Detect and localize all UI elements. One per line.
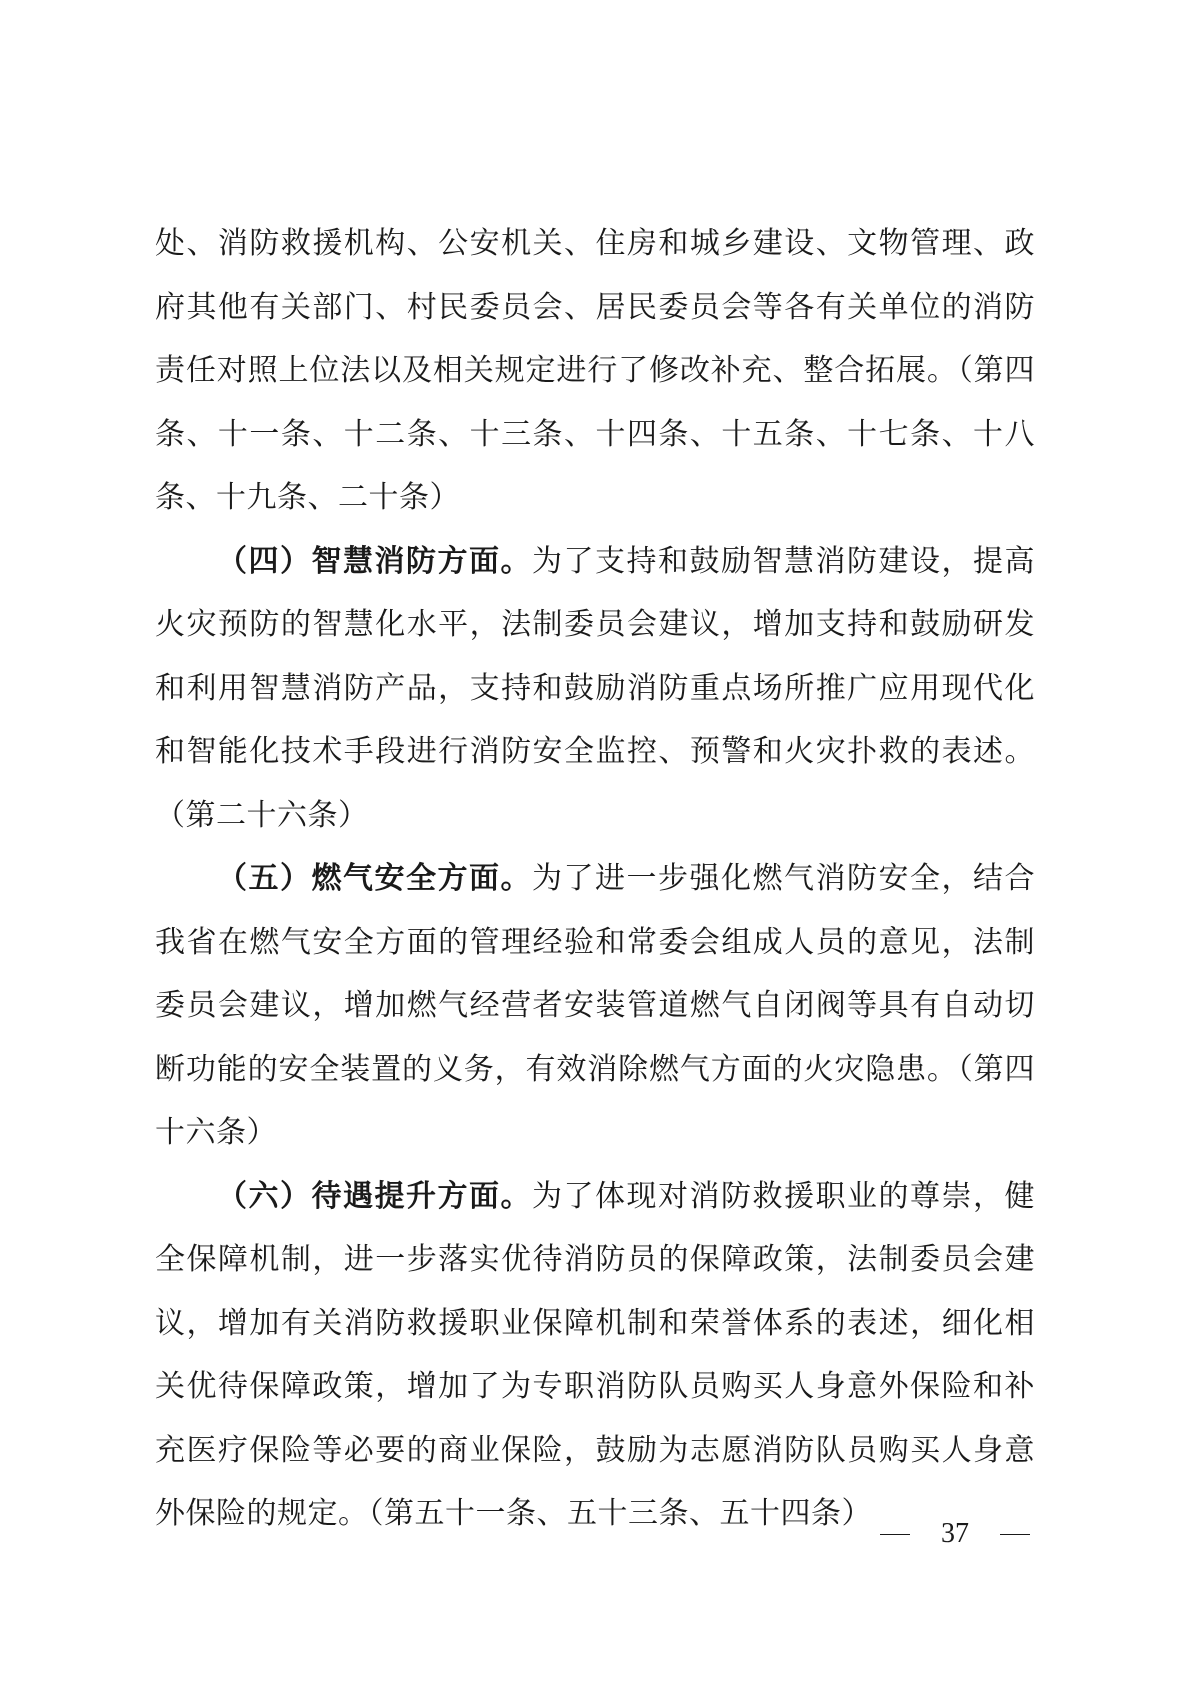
paragraph-gas-safety: [155, 847, 1035, 1165]
page-number: 37: [941, 1518, 969, 1549]
paragraph-smart-fire-protection: [155, 530, 1035, 848]
paragraph-text: 为了体现对消防救援职业的尊崇，健全保障机制，进一步落实优待消防员的保障政策，法制委员会建议，增加有关消防救援职业保障机制和荣誉体系的表述，细化相关优待保障政策，增加了为专职消防队员购买人身意外保险和补充医疗保险等必要的商业保险，鼓励为志愿消防队员购买人身意外保险的规定。（第五十一条、五十三条、五十四条）: [155, 1178, 1035, 1531]
page-footer: [880, 1518, 1030, 1550]
paragraph-benefits-improvement: [155, 1165, 1035, 1546]
paragraph-text: 为了进一步强化燃气消防安全，结合我省在燃气安全方面的管理经验和常委会组成人员的意见，法制委员会建议，增加燃气经营者安装管道燃气自闭阀等具有自动切断功能的安全装置的义务，有效消除燃气方面的火灾隐患。（第四十六条）: [155, 861, 1035, 1150]
paragraph-text: 为了支持和鼓励智慧消防建设，提高火灾预防的智慧化水平，法制委员会建议，增加支持和鼓励研发和利用智慧消防产品，支持和鼓励消防重点场所推广应用现代化和智能化技术手段进行消防安全监控、预警和火灾扑救的表述。（第二十六条）: [155, 543, 1035, 833]
dash-left: [880, 1534, 910, 1535]
section-heading: （五）燃气安全方面。: [217, 861, 532, 896]
section-heading: （四）智慧消防方面。: [217, 543, 532, 579]
section-heading: （六）待遇提升方面。: [217, 1178, 532, 1214]
dash-right: [1000, 1534, 1030, 1535]
paragraph-text: 处、消防救援机构、公安机关、住房和城乡建设、文物管理、政府其他有关部门、村民委员会、居民委员会等各有关单位的消防责任对照上位法以及相关规定进行了修改补充、整合拓展。（第四条、十一条、十二条、十三条、十四条、十五条、十七条、十八条、十九条、二十条）: [155, 226, 1035, 515]
paragraph-continuation: [155, 212, 1035, 530]
document-body: [155, 212, 1035, 1546]
